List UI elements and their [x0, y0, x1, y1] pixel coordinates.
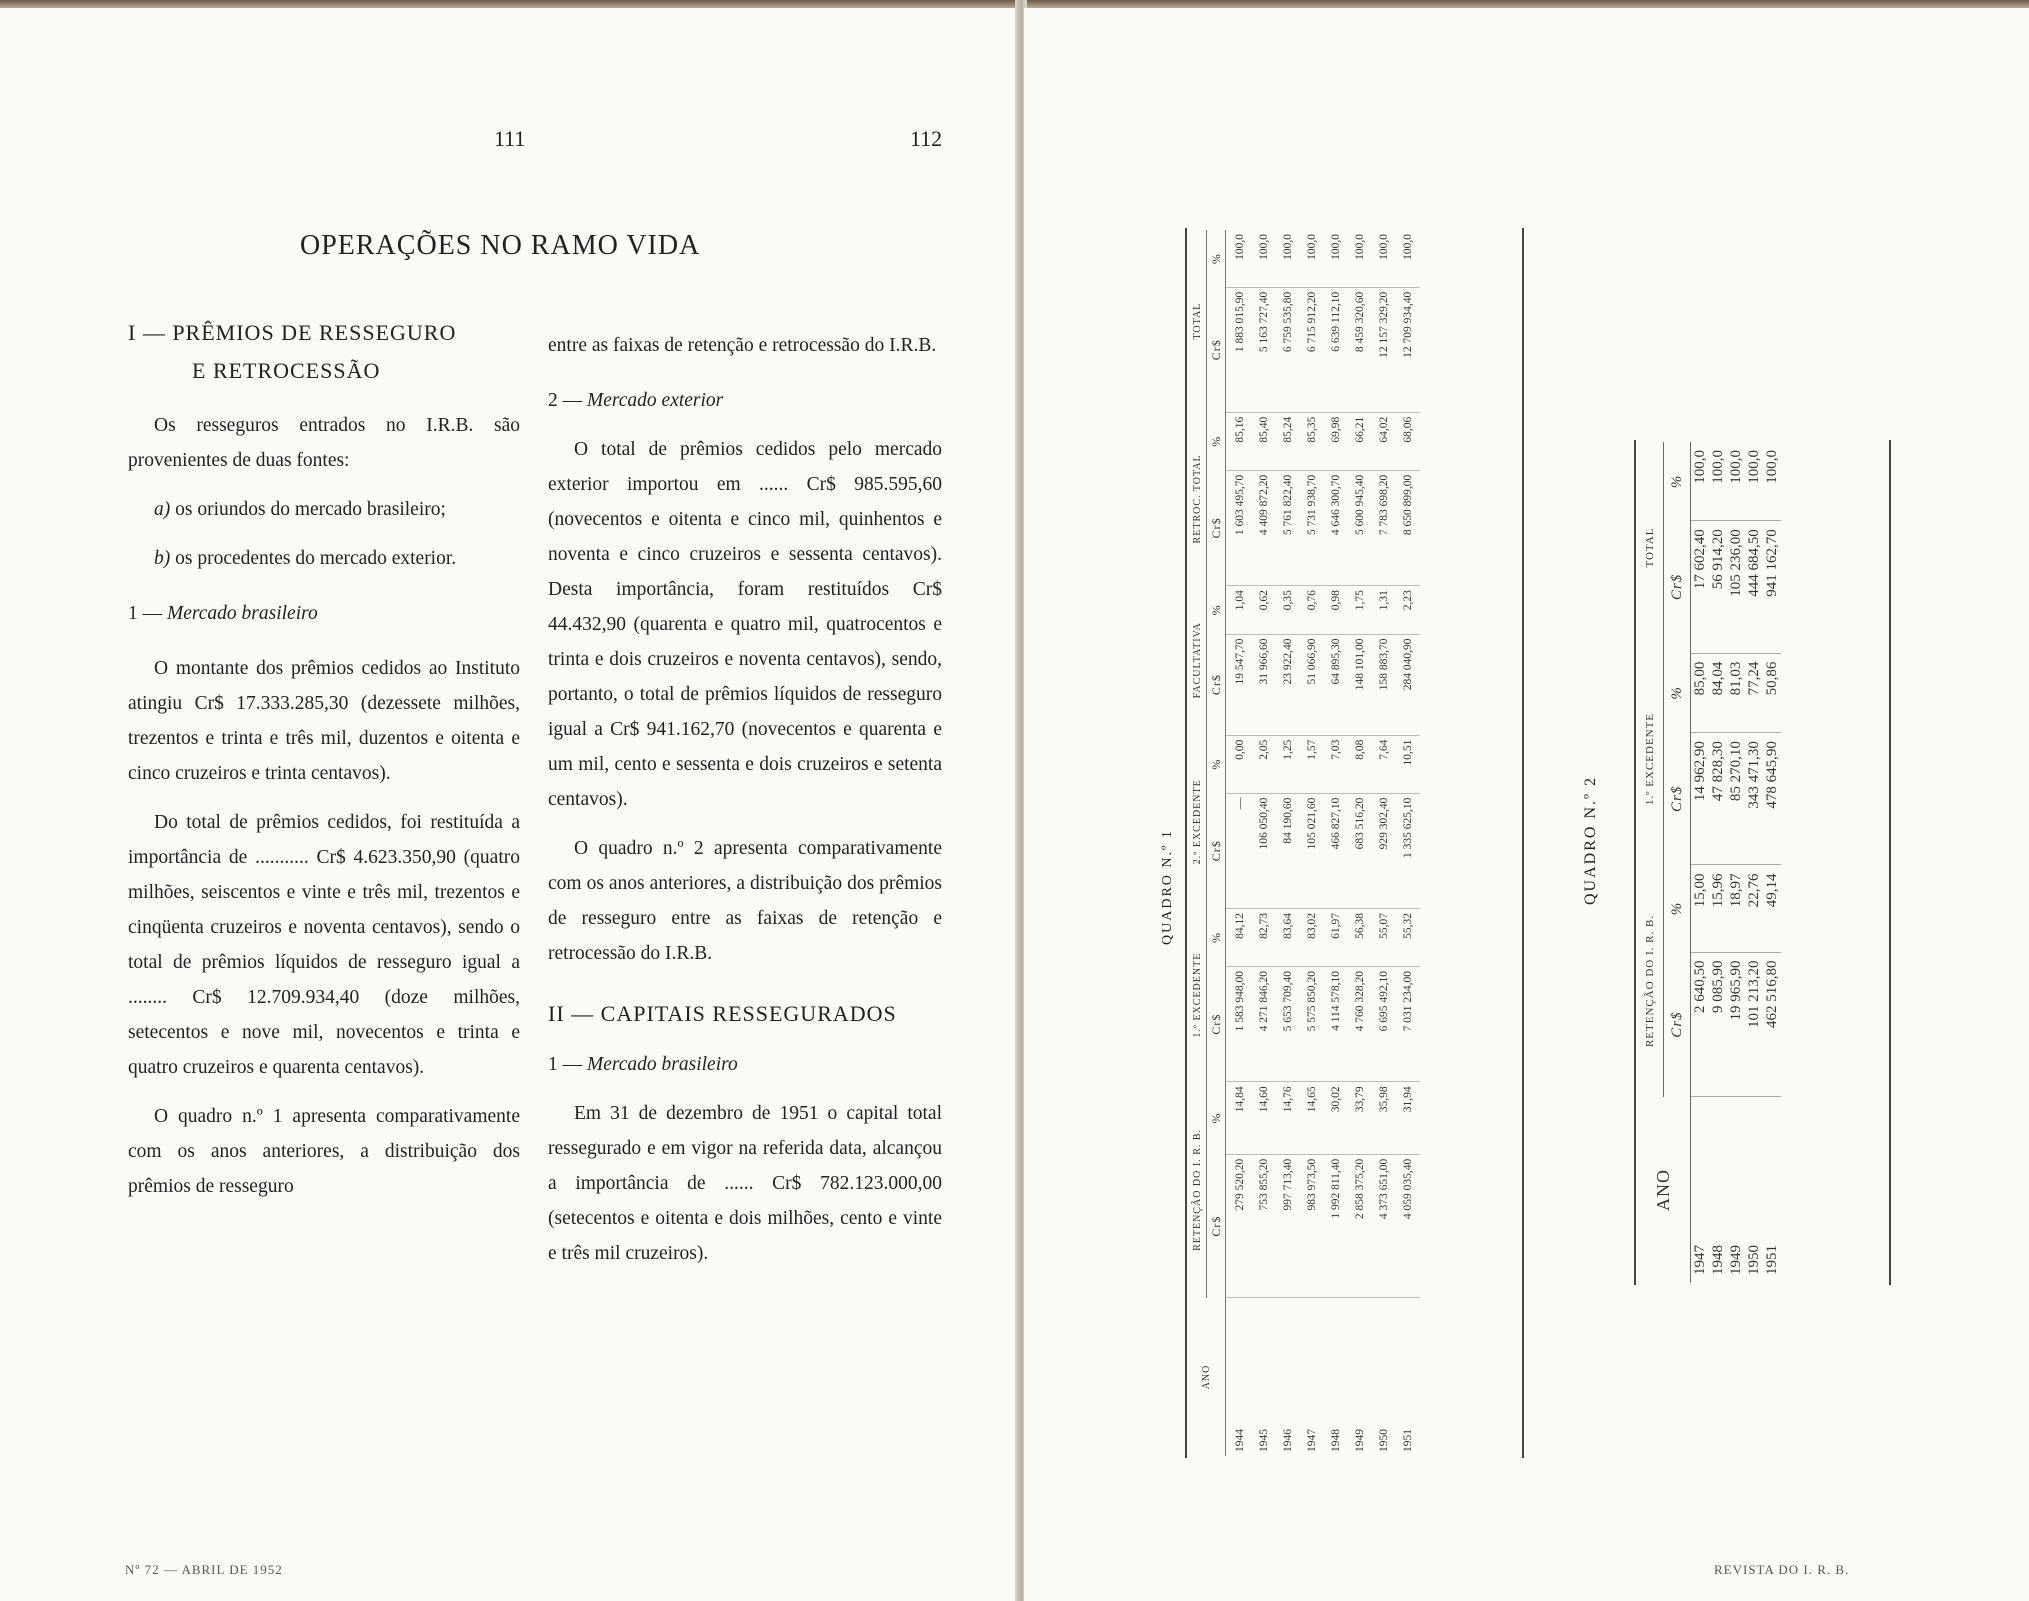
table-cell-ano: 1948 — [1709, 1245, 1726, 1275]
table-cell-fac: 31 966,60 — [1252, 634, 1276, 735]
col-header: 1.º EXCEDENTE — [1188, 908, 1207, 1081]
paragraph: Em 31 de dezembro de 1951 o capital total ressegurado e em vigor na referida data, alcançou a importância de ...... Cr$ 782.123.000,00 (setecentos e oitenta e dois milhões, cento e vinte e três mil cruzeiros). — [548, 1103, 942, 1264]
list-item-a: a) os oriundos do mercado brasileiro; — [154, 499, 446, 520]
quadro-1-title: QUADRO N.º 1 — [1160, 829, 1175, 945]
subheading-mercado-brasileiro: 1 — Mercado brasileiro — [128, 603, 318, 624]
table-cell-ret: 1 992 811,40 — [1324, 1154, 1348, 1298]
table-cell-ano: 1948 — [1330, 1429, 1342, 1452]
table-cell-ret_p: 33,79 — [1348, 1082, 1372, 1154]
table-cell-tot: 6 639 112,10 — [1324, 287, 1348, 412]
table-cell-e2: 84 190,60 — [1276, 793, 1300, 908]
table-cell-fac: 64 895,30 — [1324, 634, 1348, 735]
table-cell-fac: 19 547,70 — [1226, 634, 1253, 735]
table-cell-rt: 7 783 698,20 — [1372, 470, 1396, 585]
col-header: 1.º EXCEDENTE — [1637, 653, 1664, 865]
table-row — [1745, 442, 1763, 1283]
table-cell-e1_p: 83,02 — [1300, 908, 1324, 966]
table-cell-rt: 4 646 300,70 — [1324, 470, 1348, 585]
table-cell-e2_p: 7,03 — [1324, 735, 1348, 793]
table-cell-ano: 1947 — [1306, 1429, 1318, 1452]
table-cell-e1: 47 828,30 — [1709, 733, 1727, 865]
paragraph: O montante dos prêmios cedidos ao Instituto atingiu Cr$ 17.333.285,30 (dezessete milhões, trezentos e trinta e três mil, duzentos e oitenta e cinco cruzeiros e trinta centavos). — [128, 658, 520, 784]
table-cell-ret: 462 516,80 — [1763, 952, 1781, 1097]
sub-header: % — [1207, 1082, 1226, 1154]
sub-header: Cr$ — [1207, 470, 1226, 585]
text-column-1 — [128, 314, 520, 1218]
table-cell-fac_p: 1,31 — [1372, 586, 1396, 634]
table-cell-tot_p: 100,0 — [1348, 230, 1372, 287]
col-header: 2.º EXCEDENTE — [1188, 735, 1207, 908]
table-cell-e1: 4 114 578,10 — [1324, 966, 1348, 1081]
paragraph: O total de prêmios cedidos pelo mercado exterior importou em ...... Cr$ 985.595,60 (novecentos e oitenta e cinco mil, quinhentos e noventa e cinco cruzeiros e sessenta centavos). Desta importância, foram restituídos Cr$ 44.432,90 (quarenta e quatro mil, quatrocentos e trinta e dois cruzeiros e noventa centavos), sendo, portanto, o total de prêmios líquidos de resseguro igual a Cr$ 941.162,70 (novecentos e quarenta e um mil, cento e sessenta e dois cruzeiros e setenta centavos). — [548, 439, 942, 810]
table-cell-e1: 14 962,90 — [1691, 733, 1710, 865]
table-cell-ano: 1950 — [1378, 1429, 1390, 1452]
table-cell-tot: 105 236,00 — [1727, 521, 1745, 653]
table-cell-ano: 1949 — [1354, 1429, 1366, 1452]
table-cell-fac: 148 101,00 — [1348, 634, 1372, 735]
col-header: RETENÇÃO DO I. R. B. — [1637, 865, 1664, 1097]
table-cell-ano: 1949 — [1727, 1245, 1744, 1275]
table-cell-e2: 466 827,10 — [1324, 793, 1348, 908]
col-header: RETENÇÃO DO I. R. B. — [1188, 1082, 1207, 1298]
table-cell-ret: 753 855,20 — [1252, 1154, 1276, 1298]
table-cell-ret_p: 14,60 — [1252, 1082, 1276, 1154]
section-heading-I: I — PRÊMIOS DE RESSEGURO E RETROCESSÃO — [128, 320, 457, 383]
table-cell-e2_p: 10,51 — [1396, 735, 1420, 793]
table-cell-ret_p: 35,98 — [1372, 1082, 1396, 1154]
table-cell-tot: 6 759 535,80 — [1276, 287, 1300, 412]
sub-header: Cr$ — [1664, 733, 1691, 865]
table-cell-e1: 4 271 846,20 — [1252, 966, 1276, 1081]
table-cell-tot_p: 100,0 — [1324, 230, 1348, 287]
page-number: 112 — [910, 126, 943, 151]
section-heading-II: II — CAPITAIS RESSEGURADOS — [548, 1001, 897, 1026]
subheading-mercado-exterior: 2 — Mercado exterior — [548, 390, 724, 411]
quadro-1-table — [1188, 230, 1420, 1456]
table-cell-e1: 85 270,10 — [1727, 733, 1745, 865]
table-cell-tot_p: 100,0 — [1691, 442, 1710, 521]
table-cell-rt_p: 69,98 — [1324, 412, 1348, 470]
table-cell-e1_p: 50,86 — [1763, 653, 1781, 732]
table-cell-ret_p: 49,14 — [1763, 865, 1781, 952]
table-cell-fac_p: 0,76 — [1300, 586, 1324, 634]
table-cell-tot: 17 602,40 — [1691, 521, 1710, 653]
table-cell-e1_p: 61,97 — [1324, 908, 1348, 966]
table-cell-rt_p: 85,35 — [1300, 412, 1324, 470]
table-cell-e2: 683 516,20 — [1348, 793, 1372, 908]
table-cell-ret: 101 213,20 — [1745, 952, 1763, 1097]
table-cell-tot_p: 100,0 — [1396, 230, 1420, 287]
table-cell-e1: 7 031 234,00 — [1396, 966, 1420, 1081]
table-cell-e1_p: 85,00 — [1691, 653, 1710, 732]
table-cell-e1: 4 760 328,20 — [1348, 966, 1372, 1081]
sub-header: % — [1664, 442, 1691, 521]
table-cell-e2_p: 7,64 — [1372, 735, 1396, 793]
quadro-2-table — [1637, 442, 1781, 1283]
table-cell-fac_p: 0,35 — [1276, 586, 1300, 634]
sub-header: Cr$ — [1207, 287, 1226, 412]
quadro-2-title: QUADRO N.º 2 — [1582, 776, 1599, 905]
footer: REVISTA DO I. R. B. — [1714, 1562, 1850, 1577]
table-row — [1300, 230, 1324, 1456]
paragraph: O quadro n.º 1 apresenta comparativamente com os anos anteriores, a distribuição dos prêmios de resseguro — [128, 1106, 520, 1197]
table-cell-e1: 1 583 948,00 — [1226, 966, 1253, 1081]
table-cell-ano: 1944 — [1234, 1429, 1246, 1452]
table-cell-tot: 12 157 329,20 — [1372, 287, 1396, 412]
table-cell-tot_p: 100,0 — [1727, 442, 1745, 521]
table-cell-e1: 5 653 709,40 — [1276, 966, 1300, 1081]
table-row — [1763, 442, 1781, 1283]
table-cell-ret_p: 22,76 — [1745, 865, 1763, 952]
table-cell-tot_p: 100,0 — [1372, 230, 1396, 287]
table-cell-fac_p: 2,23 — [1396, 586, 1420, 634]
table-cell-ret_p: 18,97 — [1727, 865, 1745, 952]
table-row — [1396, 230, 1420, 1456]
table-cell-ret: 997 713,40 — [1276, 1154, 1300, 1298]
table-row — [1348, 230, 1372, 1456]
table-cell-ret: 983 973,50 — [1300, 1154, 1324, 1298]
table-cell-e1_p: 55,32 — [1396, 908, 1420, 966]
table-cell-e1_p: 81,03 — [1727, 653, 1745, 732]
sub-header: Cr$ — [1664, 952, 1691, 1097]
sub-header: % — [1207, 586, 1226, 634]
table-cell-ret_p: 14,76 — [1276, 1082, 1300, 1154]
table-cell-ret_p: 15,96 — [1709, 865, 1727, 952]
table-row — [1709, 442, 1727, 1283]
table-cell-e1_p: 77,24 — [1745, 653, 1763, 732]
table-cell-ano: 1947 — [1691, 1245, 1708, 1275]
sub-header: % — [1207, 412, 1226, 470]
table-cell-tot_p: 100,0 — [1276, 230, 1300, 287]
table-cell-rt_p: 68,06 — [1396, 412, 1420, 470]
text-column-2 — [548, 328, 942, 1285]
table-cell-ret: 9 085,90 — [1709, 952, 1727, 1097]
table-row — [1324, 230, 1348, 1456]
table-cell-rt: 1 603 495,70 — [1226, 470, 1253, 585]
table-cell-tot_p: 100,0 — [1745, 442, 1763, 521]
table-row — [1276, 230, 1300, 1456]
col-header: RETROC. TOTAL — [1188, 412, 1207, 585]
table-cell-tot_p: 100,0 — [1300, 230, 1324, 287]
table-cell-ret_p: 14,65 — [1300, 1082, 1324, 1154]
paragraph: O quadro n.º 2 apresenta comparativamente com os anos anteriores, a distribuição dos prêmios de resseguro entre as faixas de retenção e retrocessão do I.R.B. — [548, 838, 942, 964]
col-header: ANO — [1637, 1097, 1691, 1283]
table-cell-ano: 1946 — [1282, 1429, 1294, 1452]
sub-header: Cr$ — [1207, 634, 1226, 735]
table-cell-e1: 5 575 850,20 — [1300, 966, 1324, 1081]
table-cell-rt_p: 64,02 — [1372, 412, 1396, 470]
table-cell-e2_p: 0,00 — [1226, 735, 1253, 793]
table-cell-ret: 4 373 651,00 — [1372, 1154, 1396, 1298]
table-cell-tot: 941 162,70 — [1763, 521, 1781, 653]
table-cell-rt_p: 66,21 — [1348, 412, 1372, 470]
sub-header: Cr$ — [1207, 793, 1226, 908]
table-cell-ano: 1951 — [1763, 1245, 1780, 1275]
table-cell-fac_p: 1,75 — [1348, 586, 1372, 634]
paragraph: Os resseguros entrados no I.R.B. são provenientes de duas fontes: — [128, 415, 520, 471]
table-cell-fac: 23 922,40 — [1276, 634, 1300, 735]
table-cell-e2: 1 335 625,10 — [1396, 793, 1420, 908]
table-cell-tot_p: 100,0 — [1709, 442, 1727, 521]
table-cell-rt_p: 85,24 — [1276, 412, 1300, 470]
table-cell-e1_p: 82,73 — [1252, 908, 1276, 966]
page-title: OPERAÇÕES NO RAMO VIDA — [300, 230, 701, 261]
table-cell-ret: 2 858 375,20 — [1348, 1154, 1372, 1298]
table-cell-fac_p: 0,62 — [1252, 586, 1276, 634]
quadro-2 — [1637, 442, 1781, 1283]
table-cell-fac: 284 040,90 — [1396, 634, 1420, 735]
table-row — [1252, 230, 1276, 1456]
col-header: TOTAL — [1637, 442, 1664, 653]
table-cell-ano: 1951 — [1402, 1429, 1414, 1452]
table-cell-fac: 158 883,70 — [1372, 634, 1396, 735]
table-cell-tot: 1 883 015,90 — [1226, 287, 1253, 412]
table-cell-ret_p: 30,02 — [1324, 1082, 1348, 1154]
table-cell-tot: 12 709 934,40 — [1396, 287, 1420, 412]
table-cell-ret_p: 15,00 — [1691, 865, 1710, 952]
table-row — [1372, 230, 1396, 1456]
table-cell-ret: 279 520,20 — [1226, 1154, 1253, 1298]
table-cell-rt: 4 409 872,20 — [1252, 470, 1276, 585]
sub-header: % — [1207, 230, 1226, 287]
list-item-b: b) os procedentes do mercado exterior. — [154, 548, 457, 569]
sub-header: Cr$ — [1207, 966, 1226, 1081]
table-cell-rt: 5 761 822,40 — [1276, 470, 1300, 585]
table-cell-tot: 8 459 320,60 — [1348, 287, 1372, 412]
sub-header: Cr$ — [1664, 521, 1691, 653]
col-header: ANO — [1188, 1298, 1226, 1456]
table-cell-ret: 19 965,90 — [1727, 952, 1745, 1097]
table-cell-ret_p: 31,94 — [1396, 1082, 1420, 1154]
sub-header: % — [1207, 735, 1226, 793]
table-cell-e1_p: 84,04 — [1709, 653, 1727, 732]
table-cell-e1_p: 84,12 — [1226, 908, 1253, 966]
table-cell-rt_p: 85,16 — [1226, 412, 1253, 470]
left-page — [0, 8, 1017, 1601]
table-cell-ret: 4 059 035,40 — [1396, 1154, 1420, 1298]
table-cell-ret: 2 640,50 — [1691, 952, 1710, 1097]
col-header: TOTAL — [1188, 230, 1207, 412]
table-cell-rt: 8 650 899,00 — [1396, 470, 1420, 585]
page-number: 111 — [494, 126, 526, 151]
table-row — [1691, 442, 1710, 1283]
table-cell-e1: 478 645,90 — [1763, 733, 1781, 865]
table-row — [1727, 442, 1745, 1283]
table-cell-e2_p: 2,05 — [1252, 735, 1276, 793]
table-cell-rt_p: 85,40 — [1252, 412, 1276, 470]
table-cell-e1_p: 56,38 — [1348, 908, 1372, 966]
table-cell-tot_p: 100,0 — [1226, 230, 1253, 287]
footer: Nº 72 — ABRIL DE 1952 — [125, 1562, 283, 1577]
table-cell-e1_p: 55,07 — [1372, 908, 1396, 966]
table-cell-ano: 1950 — [1745, 1245, 1762, 1275]
table-cell-fac_p: 0,98 — [1324, 586, 1348, 634]
table-cell-ret_p: 14,84 — [1226, 1082, 1253, 1154]
table-cell-e1_p: 83,64 — [1276, 908, 1300, 966]
table-cell-e2_p: 1,57 — [1300, 735, 1324, 793]
sub-header: % — [1664, 653, 1691, 732]
table-cell-tot: 5 163 727,40 — [1252, 287, 1276, 412]
table-cell-e2: 106 050,40 — [1252, 793, 1276, 908]
table-cell-e2: 105 021,60 — [1300, 793, 1324, 908]
sub-header: Cr$ — [1207, 1154, 1226, 1298]
paragraph: entre as faixas de retenção e retrocessão do I.R.B. — [548, 335, 937, 356]
table-cell-tot_p: 100,0 — [1763, 442, 1781, 521]
table-cell-tot: 56 914,20 — [1709, 521, 1727, 653]
col-header: FACULTATIVA — [1188, 586, 1207, 735]
table-cell-tot_p: 100,0 — [1252, 230, 1276, 287]
table-cell-ano: 1945 — [1258, 1429, 1270, 1452]
table-cell-e2: — — [1226, 793, 1253, 908]
table-cell-tot: 6 715 912,20 — [1300, 287, 1324, 412]
sub-header: % — [1664, 865, 1691, 952]
table-cell-tot: 444 684,50 — [1745, 521, 1763, 653]
table-cell-e2_p: 8,08 — [1348, 735, 1372, 793]
paragraph: Do total de prêmios cedidos, foi restituída a importância de ........... Cr$ 4.623.350,90 (quatro milhões, seiscentos e vinte e três mil, trezentos e cinqüenta cruzeiros e noventa centavos), sendo o total de prêmios líquidos de resseguro igual a ........ Cr$ 12.709.934,40 (doze milhões, setecentos e nove mil, novecentos e trinta e quatro cruzeiros e quarenta centavos). — [128, 812, 520, 1078]
table-cell-e1: 343 471,30 — [1745, 733, 1763, 865]
table-cell-rt: 5 731 938,70 — [1300, 470, 1324, 585]
subheading-mercado-brasileiro-2: 1 — Mercado brasileiro — [548, 1054, 738, 1075]
table-cell-rt: 5 600 945,40 — [1348, 470, 1372, 585]
table-cell-e1: 6 695 492,10 — [1372, 966, 1396, 1081]
table-cell-fac: 51 066,90 — [1300, 634, 1324, 735]
quadro-1 — [1188, 230, 1420, 1456]
table-row — [1226, 230, 1253, 1456]
table-cell-e2_p: 1,25 — [1276, 735, 1300, 793]
table-cell-e2: 929 302,40 — [1372, 793, 1396, 908]
table-cell-fac_p: 1,04 — [1226, 586, 1253, 634]
sub-header: % — [1207, 908, 1226, 966]
